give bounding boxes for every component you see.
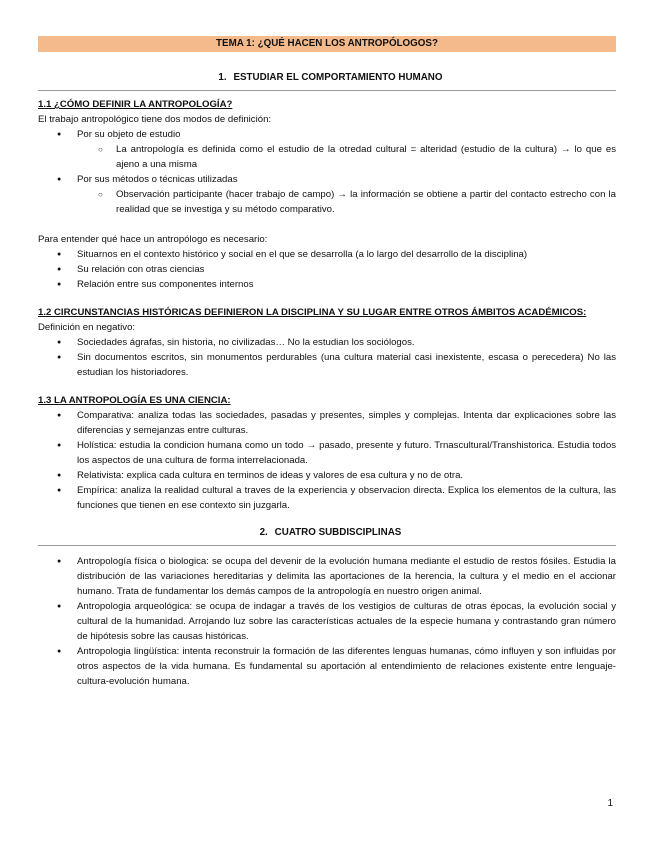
section-1-title bbox=[38, 70, 616, 85]
section-2-title bbox=[38, 525, 616, 540]
science-traits-list bbox=[38, 408, 616, 513]
list-item: ● Sociedades ágrafas, sin historia, no civilizadas… No la estudian los sociólogos. bbox=[38, 335, 616, 350]
subsection-1-1-heading: 1.1 ¿CÓMO DEFINIR LA ANTROPOLOGÍA? bbox=[38, 99, 233, 110]
sub-list-item: ○ La antropología es definida como el estudio de la otredad cultural = alteridad (estudio de la cultura) → lo que es ajeno a una misma bbox=[38, 142, 616, 172]
page-number: 1 bbox=[607, 798, 613, 809]
section-divider bbox=[38, 90, 616, 91]
list-item: ● Holística: estudia la condicion humana como un todo → pasado, presente y futuro. Trnascultural/Transhistorica. Estudia todos los aspectos de una cultura de forma interrelacionada. bbox=[38, 438, 616, 468]
subsection-1-1-intro-2: Para entender qué hace un antropólogo es necesario: bbox=[38, 234, 268, 245]
list-item: ● Situarnos en el contexto histórico y social en el que se desarrolla (a lo largo del desarrollo de la disciplina) bbox=[38, 247, 616, 262]
list-item: ● Sin documentos escritos, sin monumentos perdurables (una cultura material casi inexistente, escasa o perecedera) No las estudian los historiadores. bbox=[38, 350, 616, 380]
spacer bbox=[38, 546, 616, 554]
list-item: ● Por sus métodos o técnicas utilizadas bbox=[38, 172, 616, 187]
subdisciplines-list bbox=[38, 554, 616, 689]
subsection-1-3-heading: 1.3 LA ANTROPOLOGÍA ES UNA CIENCIA: bbox=[38, 395, 231, 406]
list-item: ● Relativista: explica cada cultura en terminos de ideas y valores de esa cultura y no de otra. bbox=[38, 468, 616, 483]
list-item: ● Por su objeto de estudio bbox=[38, 127, 616, 142]
subsection-1-2-intro: Definición en negativo: bbox=[38, 322, 136, 333]
list-item: ● Empírica: analiza la realidad cultural a traves de la experiencia y observacion directa. Explica los elementos de la cultura, las funciones que tienen en ese contexto sin juzgarla. bbox=[38, 483, 616, 513]
list-item: ● Su relación con otras ciencias bbox=[38, 262, 616, 277]
document-page bbox=[38, 36, 616, 689]
list-item: ● Comparativa: analiza todas las sociedades, pasadas y presentes, simples y complejas. Intenta dar explicaciones sobre las diferencias y semejanzas entre culturas. bbox=[38, 408, 616, 438]
section-2-number: 2. bbox=[259, 527, 268, 538]
document-title: TEMA 1: ¿QUÉ HACEN LOS ANTROPÓLOGOS? bbox=[38, 36, 616, 52]
negative-definition-list bbox=[38, 335, 616, 380]
section-1-title-text: ESTUDIAR EL COMPORTAMIENTO HUMANO bbox=[233, 72, 443, 83]
list-item: ● Antropología física o biologica: se ocupa del devenir de la evolución humana mediante el estudio de restos fósiles. Estudia la distribución de las variaciones hereditarias y delimita las aportaciones de la herencia, la cultura y el medio en el accionar humano. Trata de fundamentar los demás campos de la antropología en nuestro origen animal. bbox=[38, 554, 616, 599]
list-item: ● Antropologia arqueológica: se ocupa de indagar a través de los vestigios de culturas de otras épocas, la evolución social y cultural de la humanidad. Arrojando luz sobre las características actuales de la especie humana y contrastando gran número de hipótesis sobre las causas históricas. bbox=[38, 599, 616, 644]
requirements-list bbox=[38, 247, 616, 292]
subsection-1-1-intro: El trabajo antropológico tiene dos modos de definición: bbox=[38, 114, 272, 125]
section-2-title-text: CUATRO SUBDISCIPLINAS bbox=[274, 527, 402, 538]
list-item: ● Antropologia lingüística: intenta reconstruir la formación de las diferentes lenguas humanas, cómo influyen y son influidas por otros aspectos de la vida humana. Es fundamental su aportación al entendimiento de relaciones existente entre lenguaje-cultura-evolución humana. bbox=[38, 644, 616, 689]
subsection-1-2-heading: 1.2 CIRCUNSTANCIAS HISTÓRICAS DEFINIERON LA DISCIPLINA Y SU LUGAR ENTRE OTROS ÁMBITOS ACADÉMICOS: bbox=[38, 307, 587, 318]
definition-list bbox=[38, 127, 616, 217]
sub-list-item: ○ Observación participante (hacer trabajo de campo) → la información se obtiene a partir del contacto estrecho con la realidad que se investiga y su método comparativo. bbox=[38, 187, 616, 217]
spacer bbox=[38, 217, 616, 232]
section-1-number: 1. bbox=[218, 72, 227, 83]
list-item: ● Relación entre sus componentes internos bbox=[38, 277, 616, 292]
